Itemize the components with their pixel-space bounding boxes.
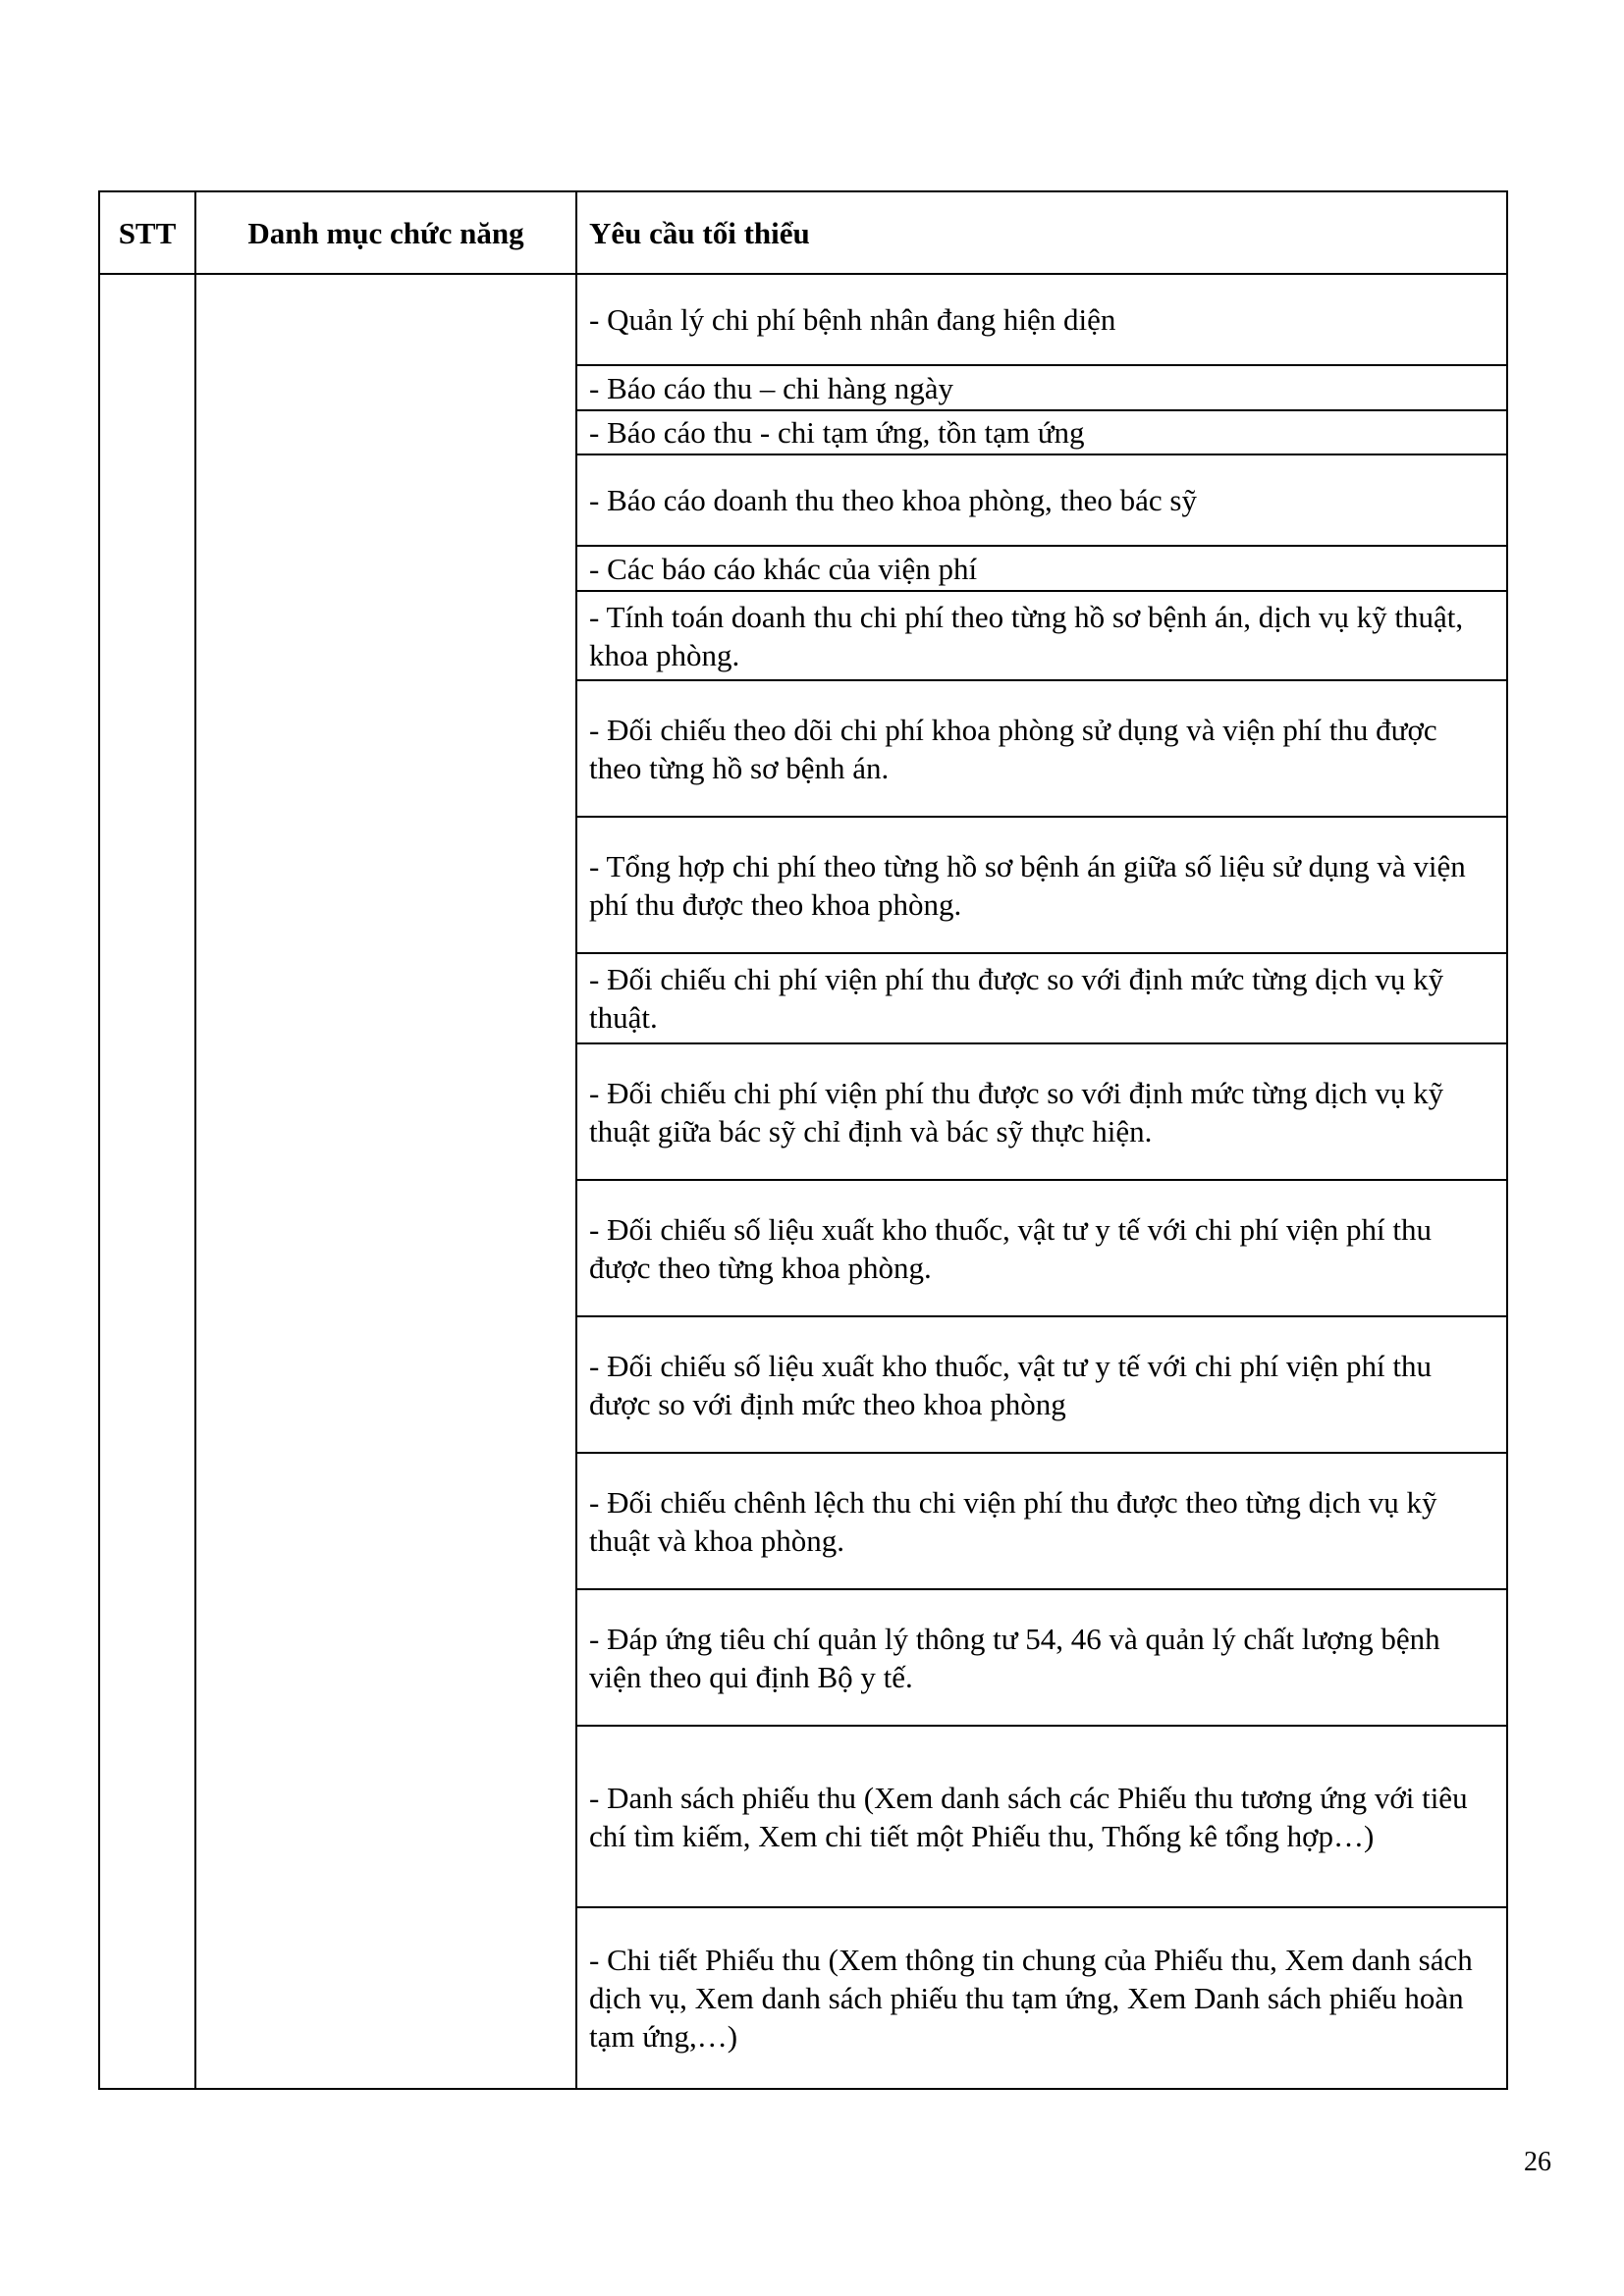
stt-cell xyxy=(99,274,195,2089)
table-body xyxy=(99,274,1507,2089)
header-stt: STT xyxy=(99,191,195,274)
requirement-cell: - Đối chiếu theo dõi chi phí khoa phòng sử dụng và viện phí thu được theo từng hồ sơ bệnh án. xyxy=(576,680,1507,817)
requirement-cell: - Đối chiếu chi phí viện phí thu được so với định mức từng dịch vụ kỹ thuật giữa bác sỹ chỉ định và bác sỹ thực hiện. xyxy=(576,1043,1507,1180)
requirement-cell: - Đáp ứng tiêu chí quản lý thông tư 54, 46 và quản lý chất lượng bệnh viện theo qui định Bộ y tế. xyxy=(576,1589,1507,1726)
requirement-cell: - Chi tiết Phiếu thu (Xem thông tin chung của Phiếu thu, Xem danh sách dịch vụ, Xem danh sách phiếu thu tạm ứng, Xem Danh sách phiếu hoàn tạm ứng,…) xyxy=(576,1907,1507,2089)
requirement-cell: - Danh sách phiếu thu (Xem danh sách các Phiếu thu tương ứng với tiêu chí tìm kiếm, Xem chi tiết một Phiếu thu, Thống kê tổng hợp…) xyxy=(576,1726,1507,1907)
table-header-row xyxy=(99,191,1507,274)
requirement-cell: - Báo cáo thu – chi hàng ngày xyxy=(576,365,1507,410)
requirement-cell: - Quản lý chi phí bệnh nhân đang hiện diện xyxy=(576,274,1507,365)
requirement-cell: - Đối chiếu chênh lệch thu chi viện phí thu được theo từng dịch vụ kỹ thuật và khoa phòng. xyxy=(576,1453,1507,1589)
page-number: 26 xyxy=(1524,2147,1551,2177)
requirement-cell: - Tính toán doanh thu chi phí theo từng hồ sơ bệnh án, dịch vụ kỹ thuật, khoa phòng. xyxy=(576,591,1507,680)
table-row xyxy=(99,274,1507,365)
function-category-cell xyxy=(195,274,576,2089)
header-function-category: Danh mục chức năng xyxy=(195,191,576,274)
requirement-cell: - Báo cáo thu - chi tạm ứng, tồn tạm ứng xyxy=(576,410,1507,454)
requirement-cell: - Tổng hợp chi phí theo từng hồ sơ bệnh án giữa số liệu sử dụng và viện phí thu được theo khoa phòng. xyxy=(576,817,1507,953)
header-minimum-requirements: Yêu cầu tối thiểu xyxy=(576,191,1507,274)
requirements-table xyxy=(98,190,1508,2090)
requirement-cell: - Báo cáo doanh thu theo khoa phòng, theo bác sỹ xyxy=(576,454,1507,546)
requirement-cell: - Các báo cáo khác của viện phí xyxy=(576,546,1507,591)
requirement-cell: - Đối chiếu chi phí viện phí thu được so với định mức từng dịch vụ kỹ thuật. xyxy=(576,953,1507,1043)
requirement-cell: - Đối chiếu số liệu xuất kho thuốc, vật tư y tế với chi phí viện phí thu được so với định mức theo khoa phòng xyxy=(576,1316,1507,1453)
requirement-cell: - Đối chiếu số liệu xuất kho thuốc, vật tư y tế với chi phí viện phí thu được theo từng khoa phòng. xyxy=(576,1180,1507,1316)
